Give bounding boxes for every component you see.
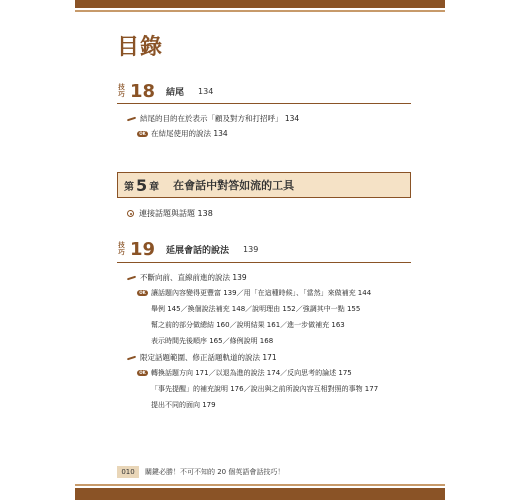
toc-entry[interactable]: OK 轉換話題方向 171／以退為進的說法 174／反向思考的論述 175 [137, 368, 352, 378]
toc-entry[interactable]: 「事先提醒」的補充說明 176／說出與之前所說內容互相對照的事物 177 [151, 385, 379, 393]
section-number: 19 [130, 238, 156, 260]
toc-entry[interactable]: 限定話題範圍、修正話題軌道的說法 171 [127, 352, 277, 363]
page-number: 010 [117, 466, 139, 478]
toc-entry[interactable]: 不斷向前、直線前進的說法 139 [127, 272, 247, 283]
top-decor-line [75, 10, 445, 12]
section-rule [117, 262, 411, 263]
chapter-header: 第 5 章 在會話中對答如流的工具 [117, 172, 411, 198]
book-page [75, 0, 445, 500]
top-decor-bar [75, 0, 445, 8]
section-page: 139 [243, 244, 259, 254]
pen-icon [127, 116, 137, 122]
toc-entry[interactable]: 結尾的目的在於表示「顧及對方和打招呼」 134 [127, 113, 299, 124]
page-title: 目錄 [117, 35, 164, 60]
section-tag: 技巧 [118, 241, 125, 256]
section-name: 結尾 [166, 87, 185, 98]
pen-icon [127, 275, 137, 281]
toc-entry[interactable]: 表示時間先後順序 165／條例說明 168 [151, 337, 274, 345]
section-name: 延展會話的說法 [166, 245, 230, 256]
bottom-decor-line [75, 484, 445, 486]
toc-entry[interactable]: 提出不同的面向 179 [151, 401, 216, 409]
pen-icon [127, 355, 137, 361]
section-number: 18 [130, 80, 156, 102]
toc-entry[interactable]: OK 讓話題內容變得更豐富 139／用「在這種時候」、「當然」來做補充 144 [137, 288, 371, 298]
toc-entry[interactable]: 幫之前的部分做總結 160／說明結果 161／進一步做補充 163 [151, 321, 345, 329]
section-rule [117, 103, 411, 104]
section-header-18 [117, 80, 213, 102]
toc-entry[interactable]: 舉例 145／換個說法補充 148／說明理由 152／強調其中一點 155 [151, 305, 361, 313]
ok-badge-icon: OK [137, 370, 148, 376]
toc-entry[interactable]: 連接話題與話題 138 [127, 208, 213, 219]
section-tag: 技巧 [118, 83, 125, 98]
circle-bullet-icon [127, 210, 134, 217]
ok-badge-icon: OK [137, 290, 148, 296]
ok-badge-icon: OK [137, 131, 148, 137]
section-header-19 [117, 238, 258, 260]
section-page: 134 [198, 86, 214, 96]
chapter-title: 在會話中對答如流的工具 [173, 179, 295, 192]
bottom-decor-bar [75, 488, 445, 500]
toc-entry[interactable]: OK 在結尾使用的說法 134 [137, 128, 228, 139]
footer-text: 關鍵必勝！不可不知的 20 個英語會話技巧！ [145, 468, 285, 476]
